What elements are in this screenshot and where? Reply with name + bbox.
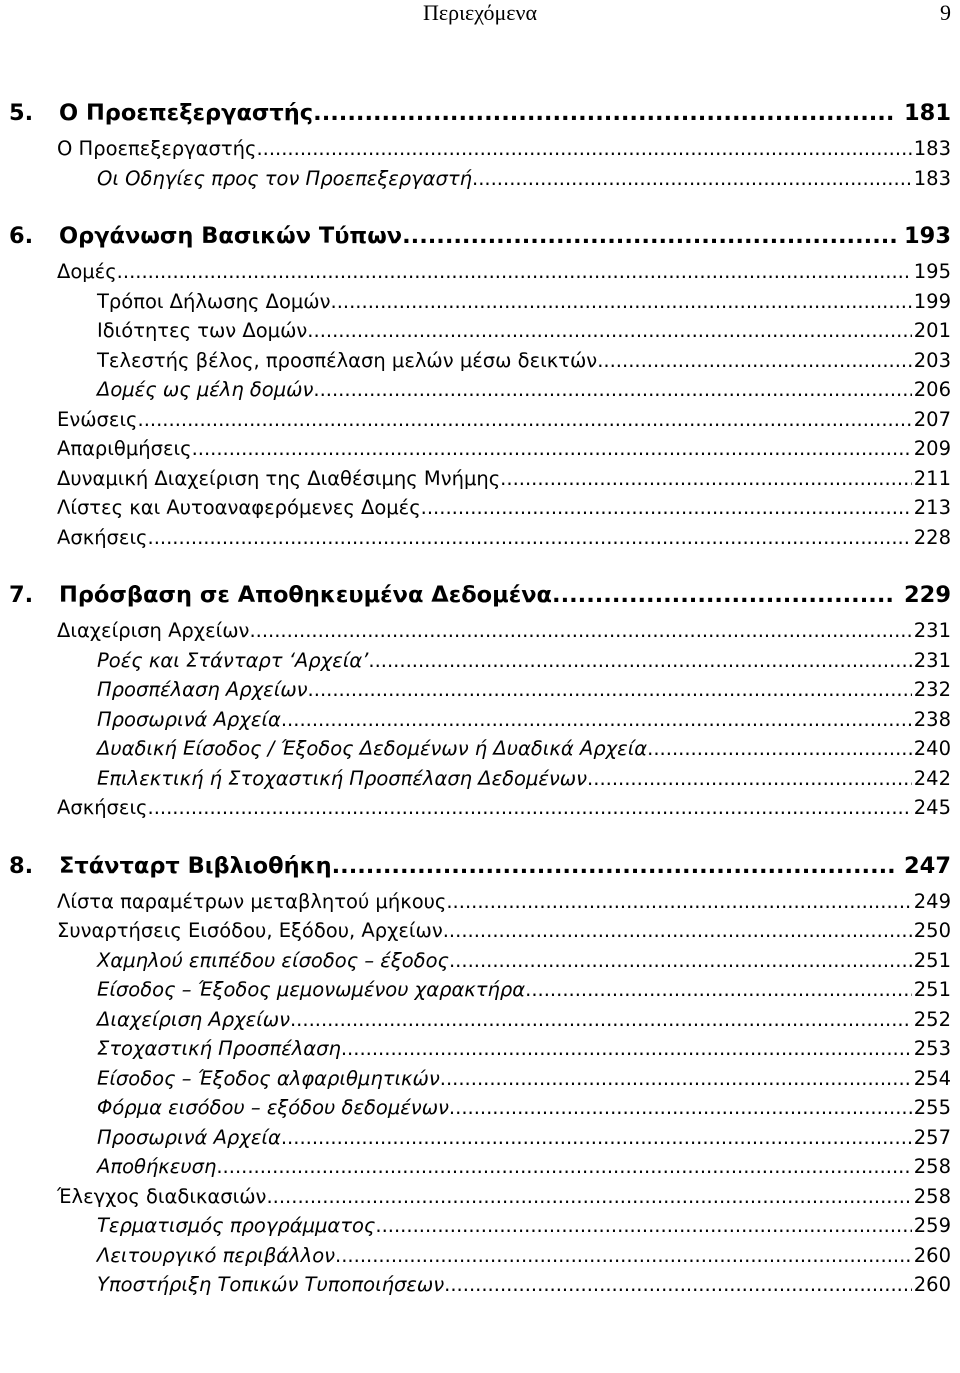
toc-entry-page-number: 259 xyxy=(913,1214,951,1237)
toc-entry-page-number: 245 xyxy=(913,796,951,819)
dot-leader xyxy=(307,316,911,346)
toc-entry[interactable] xyxy=(9,646,951,676)
toc-entry-page-number: 207 xyxy=(913,407,951,431)
chapter-title: Στάνταρτ Βιβλιοθήκη xyxy=(59,852,332,879)
dot-leader xyxy=(525,975,912,1005)
chapter-number: 8. xyxy=(9,852,34,879)
chapter-page-number: 229 xyxy=(904,582,951,608)
toc-entry-page-number: 242 xyxy=(913,766,951,790)
toc-entry[interactable] xyxy=(9,346,951,376)
toc-entry[interactable] xyxy=(9,675,951,705)
toc-entry[interactable] xyxy=(9,705,951,735)
dot-leader xyxy=(281,705,912,735)
dot-leader xyxy=(472,164,912,194)
toc-entry-title: Τρόποι Δήλωσης Δομών xyxy=(97,289,331,313)
toc-entry-page-number: 253 xyxy=(913,1037,951,1060)
toc-entry-title: Λίστες και Αυτοαναφερόμενες Δομές xyxy=(57,496,421,519)
toc-entry[interactable] xyxy=(9,405,951,435)
toc-entry-page-number: 254 xyxy=(913,1066,951,1090)
dot-leader xyxy=(308,675,912,705)
dot-leader xyxy=(331,287,912,317)
dot-leader xyxy=(597,346,912,376)
toc-entry-page-number: 232 xyxy=(913,678,951,701)
toc-entry[interactable] xyxy=(9,1241,951,1271)
toc-entry-page-number: 257 xyxy=(913,1125,951,1149)
toc-entry-title: Ασκήσεις xyxy=(57,796,148,819)
toc-entry-page-number: 250 xyxy=(913,919,951,942)
toc-entry[interactable] xyxy=(9,1270,951,1300)
toc-entry-page-number: 260 xyxy=(913,1273,951,1296)
running-header xyxy=(0,0,960,40)
toc-entry-title: Φόρμα εισόδου – εξόδου δεδομένων xyxy=(97,1096,449,1119)
toc-entry-page-number: 183 xyxy=(913,166,951,190)
toc-entry-title: Προσωρινά Αρχεία xyxy=(97,1125,281,1149)
toc-entry[interactable] xyxy=(9,734,951,764)
toc-entry-title: Λειτουργικό περιβάλλον xyxy=(97,1243,336,1267)
dot-leader xyxy=(647,734,912,764)
chapter-title: Οργάνωση Βασικών Τύπων xyxy=(59,223,403,249)
toc-entry-title: Λίστα παραμέτρων μεταβλητού μήκους xyxy=(57,889,447,913)
dot-leader xyxy=(449,946,912,976)
toc-entry-title: Διαχείριση Αρχείων xyxy=(57,619,250,642)
toc-entry-page-number: 213 xyxy=(913,496,951,519)
toc-entry[interactable] xyxy=(9,1034,951,1064)
toc-chapter-heading[interactable] xyxy=(9,576,951,614)
toc-entry-title: Έλεγχος διαδικασιών xyxy=(57,1184,267,1208)
toc-entry-title: Υποστήριξη Τοπικών Τυποποιήσεων xyxy=(97,1273,445,1296)
dot-leader xyxy=(421,493,912,523)
toc-entry[interactable] xyxy=(9,1123,951,1153)
toc-entry-page-number: 206 xyxy=(913,378,951,401)
dot-leader xyxy=(402,217,896,255)
dot-leader xyxy=(443,916,912,946)
toc-entry[interactable] xyxy=(9,975,951,1005)
toc-entry-title: Συναρτήσεις Εισόδου, Εξόδου, Αρχείων xyxy=(57,919,443,942)
toc-entry-title: Δομές xyxy=(57,260,117,283)
toc-entry[interactable] xyxy=(9,793,951,823)
toc-entry[interactable] xyxy=(9,1005,951,1035)
toc-entry-title: Χαμηλού επιπέδου είσοδος – έξοδος xyxy=(97,948,449,972)
toc-entry-title: Διαχείριση Αρχείων xyxy=(97,1007,290,1031)
dot-leader xyxy=(148,793,912,823)
dot-leader xyxy=(216,1152,911,1182)
toc-entry[interactable] xyxy=(9,946,951,976)
toc-entry-title: Προσωρινά Αρχεία xyxy=(97,707,281,731)
toc-entry[interactable] xyxy=(9,616,951,646)
toc-chapter xyxy=(9,576,951,823)
toc-entry-title: Ασκήσεις xyxy=(57,525,148,549)
toc-entry-title: Τελεστής βέλος, προσπέλαση μελών μέσω δεικτών xyxy=(97,348,598,372)
toc-entry-page-number: 228 xyxy=(913,525,951,549)
toc-entry[interactable] xyxy=(9,1152,951,1182)
toc-entry[interactable] xyxy=(9,257,951,287)
toc-entry[interactable] xyxy=(9,316,951,346)
toc-entry-page-number: 231 xyxy=(913,648,951,672)
toc-entry-title: Ο Προεπεξεργαστής xyxy=(57,137,257,160)
toc-entry[interactable] xyxy=(9,1093,951,1123)
toc-entry-page-number: 252 xyxy=(913,1007,951,1031)
dot-leader xyxy=(117,257,912,287)
toc-entry-page-number: 260 xyxy=(913,1243,951,1267)
chapter-title: Ο Προεπεξεργαστής xyxy=(59,100,314,126)
toc-entry-title: Είσοδος – Έξοδος μεμονωμένου χαρακτήρα xyxy=(97,978,526,1001)
toc-entry-title: Προσπέλαση Αρχείων xyxy=(97,678,308,701)
table-of-contents xyxy=(9,94,951,1300)
toc-entry-page-number: 203 xyxy=(913,348,951,372)
dot-leader xyxy=(281,1123,912,1153)
toc-entry[interactable] xyxy=(9,434,951,464)
toc-entry[interactable] xyxy=(9,916,951,946)
toc-entry-title: Αποθήκευση xyxy=(97,1155,217,1178)
toc-entry-title: Απαριθμήσεις xyxy=(57,437,192,460)
dot-leader xyxy=(335,1241,912,1271)
chapter-page-number: 181 xyxy=(904,100,951,126)
toc-entry-title: Είσοδος – Έξοδος αλφαριθμητικών xyxy=(97,1066,440,1090)
dot-leader xyxy=(266,1182,911,1212)
toc-entry-title: Δομές ως μέλη δομών xyxy=(97,378,314,401)
toc-entry-page-number: 240 xyxy=(913,737,951,760)
toc-entry-title: Ιδιότητες των Δομών xyxy=(97,319,308,342)
toc-entry-page-number: 251 xyxy=(913,948,951,972)
dot-leader xyxy=(313,375,911,405)
dot-leader xyxy=(249,616,911,646)
toc-entry[interactable] xyxy=(9,164,951,194)
toc-entry[interactable] xyxy=(9,523,951,553)
dot-leader xyxy=(375,1211,911,1241)
toc-chapter xyxy=(9,217,951,552)
dot-leader xyxy=(440,1064,912,1094)
toc-entry-page-number: 251 xyxy=(913,978,951,1001)
dot-leader xyxy=(138,405,912,435)
toc-chapter-heading[interactable] xyxy=(9,847,951,885)
chapter-number: 7. xyxy=(9,582,34,608)
chapter-number: 5. xyxy=(9,100,34,126)
toc-entry-page-number: 183 xyxy=(913,137,951,160)
running-header-page-number: 9 xyxy=(940,0,951,25)
toc-entry-page-number: 258 xyxy=(913,1184,951,1208)
dot-leader xyxy=(290,1005,912,1035)
chapter-page-number: 247 xyxy=(904,852,951,879)
dot-leader xyxy=(368,646,911,676)
toc-entry-title: Οι Οδηγίες προς τον Προεπεξεργαστή xyxy=(97,166,472,190)
toc-entry[interactable] xyxy=(9,464,951,494)
toc-entry-title: Δυαδική Είσοδος / Έξοδος Δεδομένων ή Δυαδικά Αρχεία xyxy=(97,737,648,760)
toc-entry[interactable] xyxy=(9,764,951,794)
toc-entry[interactable] xyxy=(9,287,951,317)
dot-leader xyxy=(500,464,912,494)
toc-entry-page-number: 238 xyxy=(913,707,951,731)
toc-entry-page-number: 258 xyxy=(913,1155,951,1178)
dot-leader xyxy=(449,1093,912,1123)
toc-chapter xyxy=(9,847,951,1300)
toc-entry-page-number: 249 xyxy=(913,889,951,913)
dot-leader xyxy=(313,94,896,132)
toc-entry-title: Ενώσεις xyxy=(57,407,138,431)
toc-entry[interactable] xyxy=(9,375,951,405)
toc-entry-page-number: 209 xyxy=(913,437,951,460)
dot-leader xyxy=(587,764,912,794)
running-header-title: Περιεχόμενα xyxy=(422,0,538,25)
toc-entry-title: Στοχαστική Προσπέλαση xyxy=(97,1037,341,1060)
dot-leader xyxy=(341,1034,912,1064)
toc-entry[interactable] xyxy=(9,1182,951,1212)
dot-leader xyxy=(446,887,911,917)
toc-chapter xyxy=(9,94,951,193)
dot-leader xyxy=(148,523,912,553)
toc-chapter-heading[interactable] xyxy=(9,94,951,132)
dot-leader xyxy=(332,847,896,885)
toc-entry[interactable] xyxy=(9,1064,951,1094)
toc-entry-title: Ροές και Στάνταρτ ‘Αρχεία’ xyxy=(97,648,369,672)
toc-entry-title: Επιλεκτική ή Στοχαστική Προσπέλαση Δεδομένων xyxy=(97,766,588,790)
toc-entry-page-number: 199 xyxy=(913,289,951,313)
toc-entry[interactable] xyxy=(9,134,951,164)
dot-leader xyxy=(192,434,912,464)
toc-entry-page-number: 201 xyxy=(913,319,951,342)
toc-entry-page-number: 211 xyxy=(913,466,951,490)
toc-entry[interactable] xyxy=(9,493,951,523)
toc-entry-page-number: 195 xyxy=(913,260,951,283)
toc-entry-page-number: 255 xyxy=(913,1096,951,1119)
chapter-title: Πρόσβαση σε Αποθηκευμένα Δεδομένα xyxy=(59,582,553,608)
dot-leader xyxy=(552,576,896,614)
dot-leader xyxy=(444,1270,912,1300)
chapter-number: 6. xyxy=(9,223,34,249)
toc-entry-title: Δυναμική Διαχείριση της Διαθέσιμης Μνήμης xyxy=(57,466,501,490)
toc-entry[interactable] xyxy=(9,887,951,917)
toc-entry-title: Τερματισμός προγράμματος xyxy=(97,1214,376,1237)
toc-entry[interactable] xyxy=(9,1211,951,1241)
chapter-page-number: 193 xyxy=(904,223,951,249)
dot-leader xyxy=(256,134,911,164)
toc-entry-page-number: 231 xyxy=(913,619,951,642)
toc-chapter-heading[interactable] xyxy=(9,217,951,255)
